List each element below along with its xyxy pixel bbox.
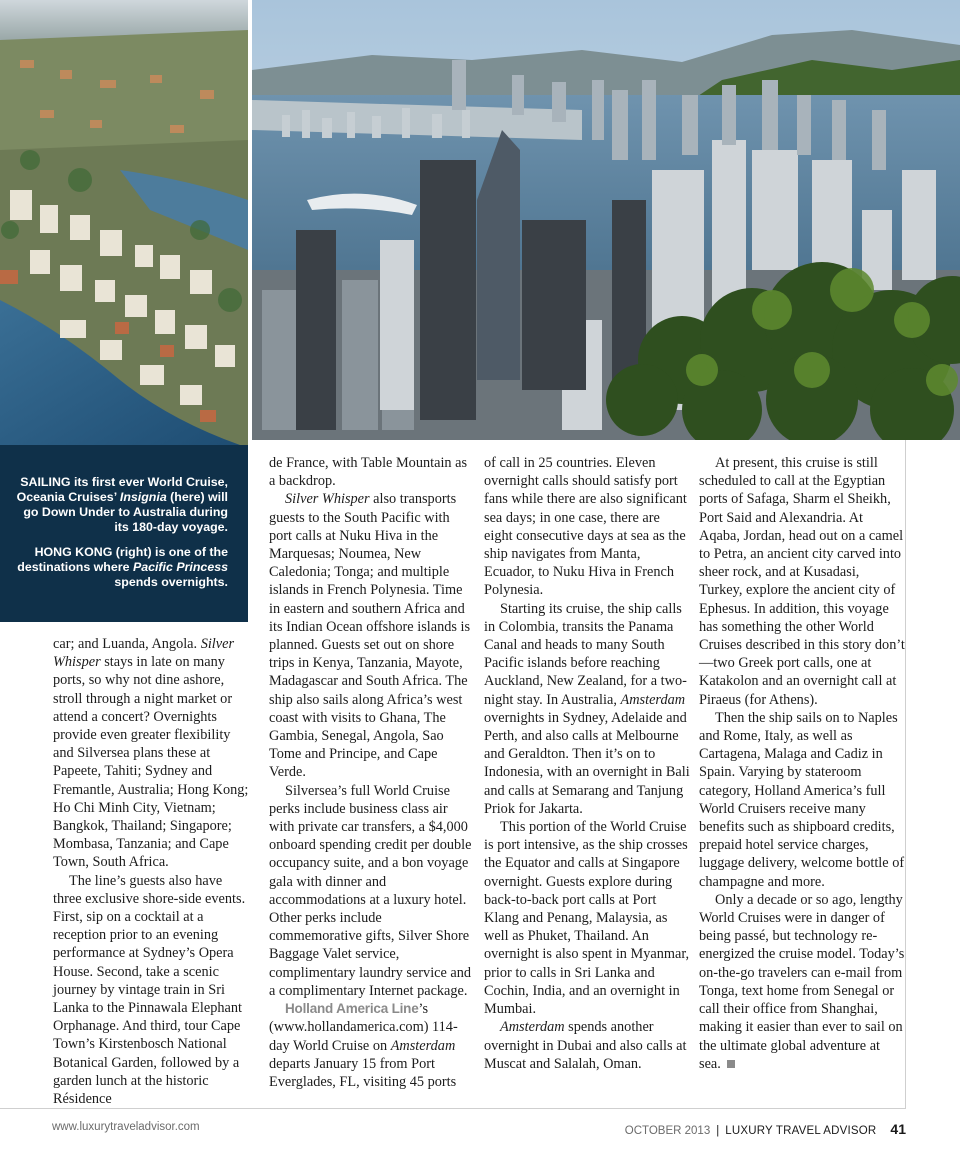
paragraph: Starting its cruise, the ship calls in Colombia, transits the Panama Canal and heads to many South Pacific islands before reaching Auckland, New Zealand, for a two-night stay. In Australia, Amsterdam overnights in Sydney, Adelaide and Perth, and also calls at Melbourne and Geraldton. Then it’s on to Indonesia, with an overnight in Bali and calls at Semarang and Tanjung Priok for Jakarta. (484, 600, 690, 817)
article-column-4 (699, 454, 905, 1073)
hong-kong-skyline-photo (252, 0, 960, 440)
paragraph: Silver Whisper also transports guests to the South Pacific with port calls at Nuku Hiva in the Marquesas; Noumea, New Caledonia; Tonga; and multiple islands in French Polynesia. Time in eastern and southern Africa and its Indian Ocean offshore islands is planned. Guests set out on shore trips in Kenya, Tanzania, Mayote, Madagascar and South Africa. The ship also sails along Africa’s west coast with visits to Ghana, The Gambia, Senegal, Angola, Sao Tome and Principe, and Cape Verde. (269, 491, 471, 781)
article-column-1 (53, 635, 249, 1108)
paragraph: At present, this cruise is still scheduled to call at the Egyptian ports of Safaga, Sharm el Sheikh, Port Said and Alexandria. At Aqaba, Jordan, head out on a camel to Petra, an ancient city carved into sheer rock, and at Kusadasi, Turkey, explore the ancient city of Ephesus. In addition, this voyage has something the other World Cruises described in this story don’t—two Greek port calls, one at Katakolon and an overnight call at Piraeus (for Athens). (699, 455, 905, 708)
article-column-2 (269, 454, 475, 1091)
footer-separator: | (716, 1125, 720, 1137)
website-url: www.luxurytraveladvisor.com (52, 1121, 200, 1133)
caption-hong-kong: HONG KONG (right) is one of the destinations where Pacific Princess spends overnights. (17, 545, 228, 589)
paragraph: Silversea’s full World Cruise perks include business class air with private car transfers, a $4,000 onboard spending credit per double occupancy suite, and a bon voyage gala with dinner and accommodations at a luxury hotel. Other perks include commemorative gifts, Silver Shore Baggage Valet service, complimentary laundry service and a complimentary Internet package. (269, 782, 472, 999)
paragraph: This portion of the World Cruise is port intensive, as the ship crosses the Equator and calls at Singapore overnight. Guests explore during back-to-back port calls at Port Klang and Penang, Malaysia, as well as Phuket, Thailand. An overnight is also spent in Myanmar, prior to calls in Sri Lanka and Cochin, India, and an overnight in Mumbai. (484, 819, 690, 1018)
photo-caption (0, 445, 248, 622)
article-column-3 (484, 454, 690, 1073)
paragraph: Only a decade or so ago, lengthy World Cruises were in danger of being passé, but technology re-energized the cruise model. Today’s on-the-go travelers can e-mail from Tonga, text home from Senegal or call their office from Shanghai, making it easier than ever to sail on the ultimate global adventure at sea. (699, 891, 905, 1072)
paragraph: de France, with Table Mountain as a backdrop. (269, 455, 468, 490)
sydney-harbour-photo (0, 0, 248, 445)
caption-sailing: SAILING its first ever World Cruise, Oceania Cruises’ Insignia (here) will go Down Under to Australia during its 180-day voyage. (16, 475, 228, 534)
page-footer (625, 1121, 906, 1137)
paragraph: Holland America Line’s (www.hollandamerica.com) 114-day World Cruise on Amsterdam departs January 15 from Port Everglades, FL, visiting 45 ports (269, 1001, 458, 1090)
paragraph: Then the ship sails on to Naples and Rome, Italy, as well as Cartagena, Malaga and Cadiz in Spain. Varying by stateroom category, Holland America’s full World Cruisers receive many benefits such as shipboard credits, prepaid hotel service charges, luggage delivery, welcome bottle of champagne and more. (699, 709, 905, 890)
magazine-name: LUXURY TRAVEL ADVISOR (725, 1125, 877, 1137)
paragraph: The line’s guests also have three exclusive shore-side events. First, sip on a cocktail at a reception prior to an evening performance at Sydney’s Opera House. Second, take a scenic journey by vintage train in Sri Lanka to the Pinnawala Elephant Orphanage. And third, tour Cape Town’s Kirstenbosch National Botanical Garden, followed by a garden lunch at the historic Résidence (53, 872, 246, 1108)
paragraph: car; and Luanda, Angola. Silver Whisper stays in late on many ports, so why not dine ashore, stroll through a night market or attend a concert? Overnights provide even greater flexibility and Silversea plans these at Papeete, Tahiti; Sydney and Fremantle, Australia; Hong Kong; Ho Chi Minh City, Vietnam; Bangkok, Thailand; Singapore; Mombasa, Tanzania; and Cape Town, South Africa. (53, 636, 249, 871)
issue-date: OCTOBER 2013 (624, 1125, 711, 1137)
paragraph: Amsterdam spends another overnight in Dubai and also calls at Muscat and Salalah, Oman. (484, 1019, 687, 1072)
end-of-article-mark (727, 1060, 735, 1068)
paragraph: of call in 25 countries. Eleven overnight calls should satisfy port fans while there are also significant sea days; in one case, there are eight consecutive days at sea as the ship navigates from Manta, Ecuador, to Nuku Hiva in French Polynesia. (484, 455, 687, 599)
holland-america-brand: Holland America Line (285, 1001, 419, 1017)
footer-divider (0, 1108, 906, 1109)
page-number: 41 (890, 1121, 906, 1137)
column-divider (905, 440, 906, 1108)
